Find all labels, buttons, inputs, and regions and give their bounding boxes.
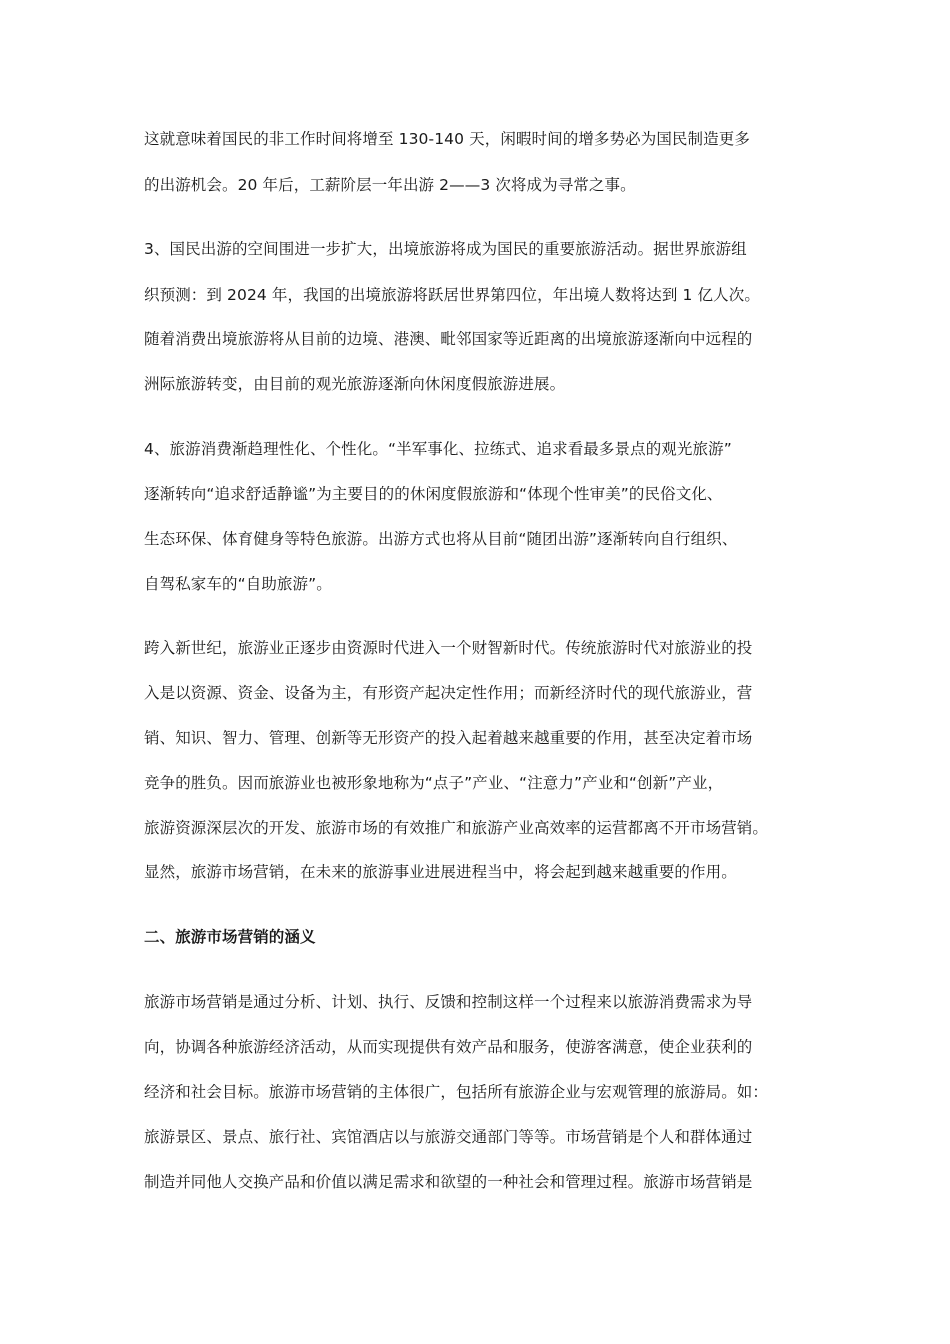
text-line: 洲际旅游转变，由目前的观光旅游逐渐向休闲度假旅游进展。	[144, 375, 566, 393]
text-line: 经济和社会目标。旅游市场营销的主体很广，包括所有旅游企业与宏观管理的旅游局。如：	[144, 1083, 769, 1101]
text-line: 3、国民出游的空间围进一步扩大，出境旅游将成为国民的重要旅游活动。据世界旅游组	[144, 240, 747, 258]
text-line: 生态环保、体育健身等特色旅游。出游方式也将从目前“随团出游”逐渐转向自行组织、	[144, 530, 738, 548]
text-line: 显然，旅游市场营销，在未来的旅游事业进展进程当中，将会起到越来越重要的作用。	[144, 863, 737, 881]
text-line: 销、知识、智力、管理、创新等无形资产的投入起着越来越重要的作用，甚至决定着市场	[144, 729, 753, 747]
text-line: 逐渐转向“追求舒适静谧”为主要目的的休闲度假旅游和“体现个性审美”的民俗文化、	[144, 485, 723, 503]
text-line: 旅游景区、景点、旅行社、宾馆酒店以与旅游交通部门等等。市场营销是个人和群体通过	[144, 1128, 753, 1146]
text-line: 随着消费出境旅游将从目前的边境、港澳、毗邻国家等近距离的出境旅游逐渐向中远程的	[144, 330, 753, 348]
text-line: 跨入新世纪，旅游业正逐步由资源时代进入一个财智新时代。传统旅游时代对旅游业的投	[144, 639, 753, 657]
text-line: 制造并同他人交换产品和价值以满足需求和欲望的一种社会和管理过程。旅游市场营销是	[144, 1173, 753, 1191]
text-line: 这就意味着国民的非工作时间将增至 130-140 天，闲暇时间的增多势必为国民制造更多	[144, 130, 750, 148]
section-heading: 二、旅游市场营销的涵义	[144, 928, 316, 946]
text-line: 向，协调各种旅游经济活动，从而实现提供有效产品和服务，使游客满意，使企业获利的	[144, 1038, 753, 1056]
text-line: 自驾私家车的“自助旅游”。	[144, 575, 332, 593]
text-line: 竞争的胜负。因而旅游业也被形象地称为“点子”产业、“注意力”产业和“创新”产业，	[144, 774, 724, 792]
text-line: 入是以资源、资金、设备为主，有形资产起决定性作用；而新经济时代的现代旅游业，营	[144, 684, 753, 702]
text-line: 的出游机会。20 年后，工薪阶层一年出游 2——3 次将成为寻常之事。	[144, 176, 636, 194]
text-line: 旅游资源深层次的开发、旅游市场的有效推广和旅游产业高效率的运营都离不开市场营销。	[144, 819, 769, 837]
text-line: 织预测：到 2024 年，我国的出境旅游将跃居世界第四位，年出境人数将达到 1 亿人次。	[144, 286, 760, 304]
text-line: 4、旅游消费渐趋理性化、个性化。“半军事化、拉练式、追求看最多景点的观光旅游”	[144, 440, 732, 458]
text-line: 旅游市场营销是通过分析、计划、执行、反馈和控制这样一个过程来以旅游消费需求为导	[144, 993, 753, 1011]
